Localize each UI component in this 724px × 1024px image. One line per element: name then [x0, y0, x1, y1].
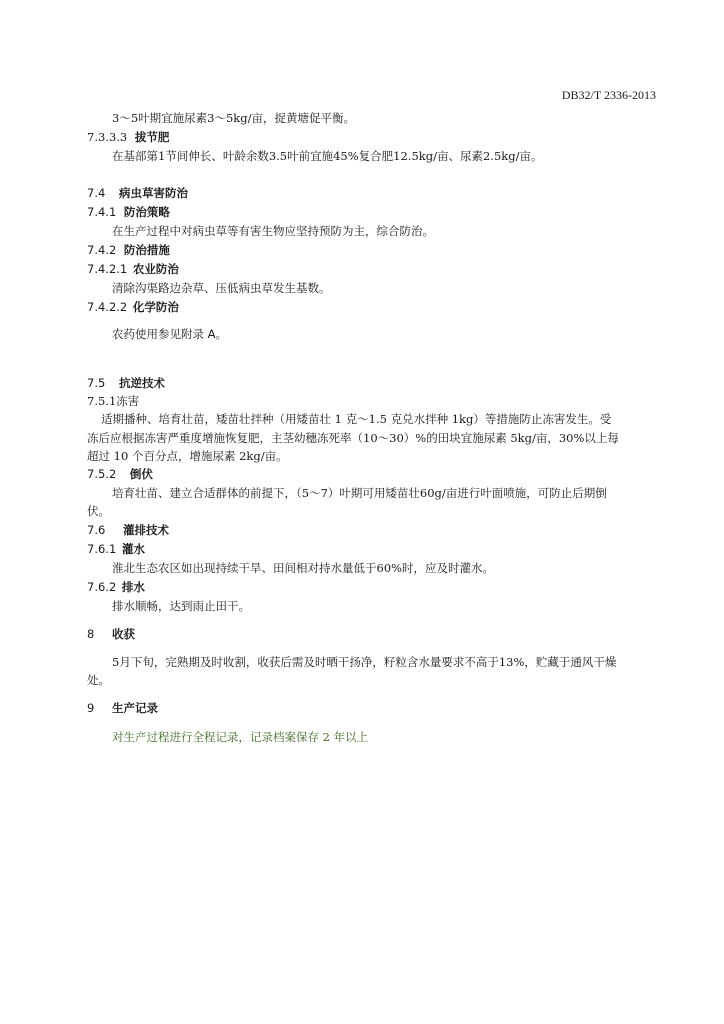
heading-title: 化学防治 — [132, 300, 179, 314]
heading-number: 7.3.3.3 — [87, 130, 128, 144]
subsection-heading: 7.5.1冻害 — [87, 394, 140, 408]
heading-title: 防治策略 — [123, 205, 170, 219]
subsection-heading — [87, 299, 179, 315]
heading-title: 灌排技术 — [122, 523, 169, 537]
document-number: DB32/T 2336-2013 — [561, 88, 656, 102]
section-heading — [87, 185, 188, 201]
paragraph-line: 对生产过程进行全程记录，记录档案保存 2 年以上 — [112, 730, 369, 744]
heading-number: 7.4.2.1 — [87, 262, 128, 276]
heading-number: 7.5 — [87, 376, 106, 390]
section-heading — [87, 700, 158, 716]
heading-number: 8 — [87, 627, 95, 641]
paragraph-line: 5月下旬，完熟期及时收割，收获后需及时晒干扬净，籽粒含水量要求不高于13%，贮藏于通风干燥 — [112, 655, 617, 669]
heading-number: 7.4.1 — [87, 205, 117, 219]
heading-title: 生产记录 — [111, 701, 158, 715]
heading-number: 9 — [87, 701, 95, 715]
heading-number: 7.6.1 — [87, 542, 117, 556]
subsection-heading — [87, 261, 179, 277]
subsection-heading — [87, 466, 153, 482]
paragraph-line: 排水顺畅，达到雨止田干。 — [112, 599, 250, 613]
subsection-heading — [87, 242, 170, 258]
heading-number: 7.4.2 — [87, 243, 117, 257]
paragraph-line: 适期播种、培育壮苗，矮苗壮拌种（用矮苗壮 1 克～1.5 克兑水拌种 1kg）等措施防止冻害发生。受 — [101, 412, 612, 426]
subsection-heading — [87, 541, 145, 557]
paragraph-line: 冻后应根据冻害严重度增施恢复肥，主茎幼穗冻死率（10～30）%的田块宜施尿素 5kg/亩，30%以上每 — [87, 431, 619, 445]
subsection-heading — [87, 579, 145, 595]
paragraph-line: 处。 — [87, 673, 110, 687]
paragraph-line: 农药使用参见附录 A。 — [112, 327, 228, 341]
heading-number: 7.6.2 — [87, 580, 117, 594]
paragraph-line: 伏。 — [87, 504, 110, 518]
heading-title: 抗逆技术 — [118, 376, 165, 390]
heading-title: 灌水 — [121, 542, 145, 556]
heading-title: 拔节肥 — [134, 130, 170, 144]
section-heading — [87, 626, 135, 642]
heading-title: 排水 — [121, 580, 145, 594]
heading-title: 收获 — [111, 627, 135, 641]
paragraph-line: 3～5叶期宜施尿素3～5kg/亩，捉黄塘促平衡。 — [112, 111, 355, 125]
paragraph-line: 超过 10 个百分点，增施尿素 2kg/亩。 — [87, 449, 288, 463]
heading-number: 7.4.2.2 — [87, 300, 128, 314]
section-heading — [87, 375, 165, 391]
heading-title: 病虫草害防治 — [118, 186, 188, 200]
heading-number: 7.5.2 — [87, 467, 117, 481]
heading-number: 7.6 — [87, 523, 106, 537]
subsection-heading — [87, 204, 170, 220]
paragraph-line: 清除沟渠路边杂草、压低病虫草发生基数。 — [112, 281, 331, 295]
paragraph-line: 淮北生态农区如出现持续干旱、田间相对持水量低于60%时，应及时灌水。 — [112, 561, 495, 575]
heading-title: 倒伏 — [129, 467, 153, 481]
heading-title: 防治措施 — [123, 243, 170, 257]
section-heading — [87, 522, 169, 538]
paragraph-line: 培育壮苗、建立合适群体的前提下，（5～7）叶期可用矮苗壮60g/亩进行叶面喷施，可防止后期倒 — [112, 486, 607, 500]
heading-title: 农业防治 — [132, 262, 179, 276]
paragraph-line: 在基部第1节间伸长、叶龄余数3.5叶前宜施45%复合肥12.5kg/亩、尿素2.5kg/亩。 — [112, 149, 543, 163]
subsection-heading — [87, 129, 169, 145]
paragraph-line: 在生产过程中对病虫草等有害生物应坚持预防为主，综合防治。 — [112, 224, 434, 238]
heading-number: 7.4 — [87, 186, 106, 200]
